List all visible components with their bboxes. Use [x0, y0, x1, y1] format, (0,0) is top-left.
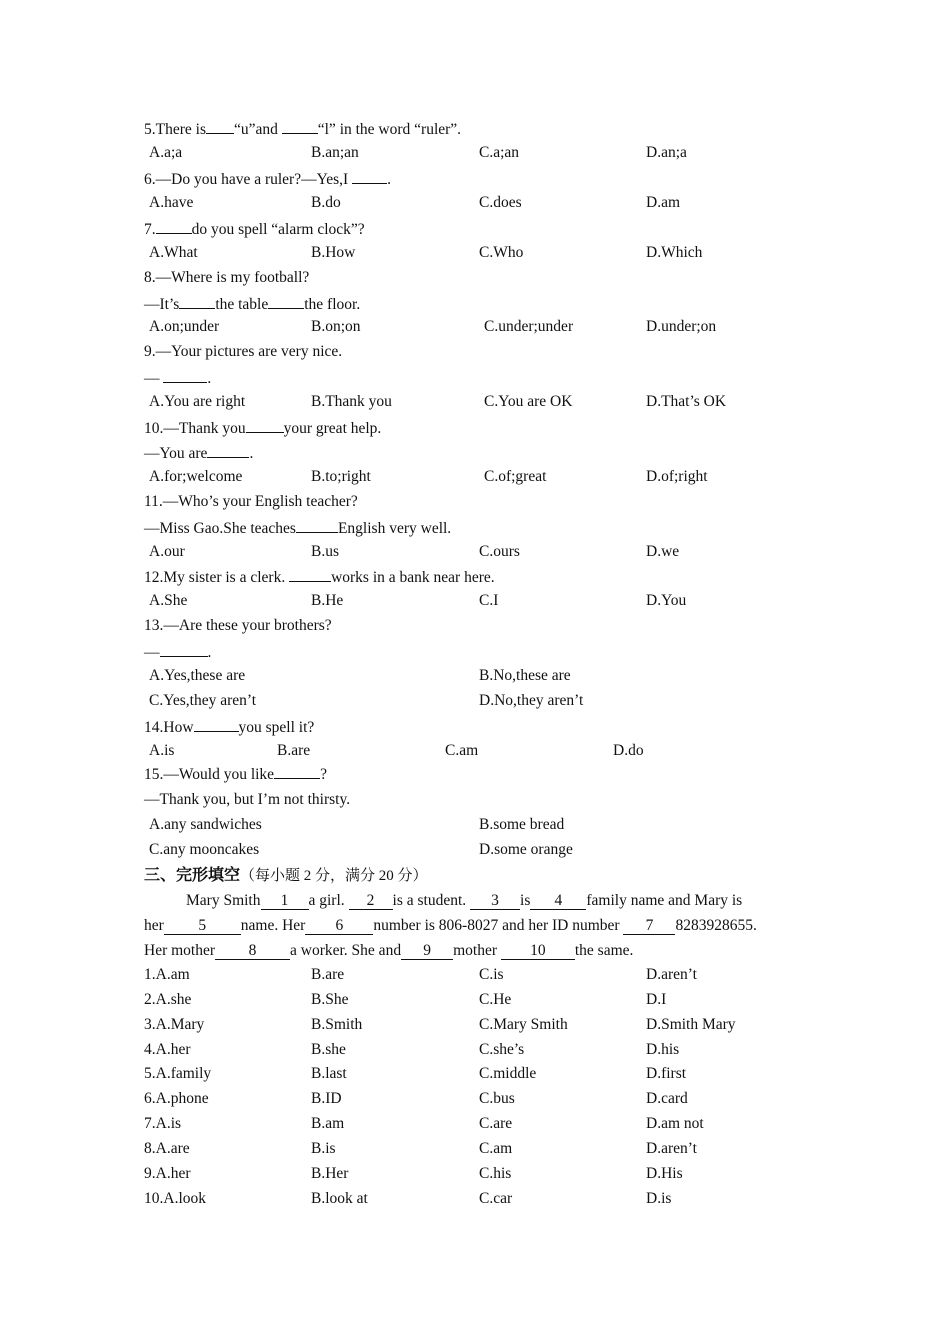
- passage-line-2: her 5 name. Her 6 number is 806-8027 and her ID number 7 8283928655.: [144, 917, 757, 934]
- question-11-answer-line: —Miss Gao.She teaches English very well.: [144, 517, 451, 539]
- cloze-item: 1.A.am B.are C.is D.aren’t: [144, 966, 697, 983]
- question-13-answer-line: — .: [144, 641, 211, 663]
- cloze-item: 9.A.her B.Her C.his D.His: [144, 1164, 683, 1182]
- question-14-options: A.is B.are C.am D.do: [149, 742, 644, 759]
- question-13-options-row-1: A.Yes,these are B.No,these are: [149, 667, 571, 684]
- section-3-heading: [144, 864, 428, 887]
- question-15-answer-line: —Thank you, but I’m not thirsty.: [144, 791, 351, 808]
- question-13-options-row-2: C.Yes,they aren’t D.No,they aren’t: [149, 692, 584, 709]
- question-6-stem: 6.—Do you have a ruler?—Yes,I .: [144, 168, 391, 190]
- question-15-stem: 15.—Would you like ?: [144, 763, 327, 785]
- cloze-item: 3.A.Mary B.Smith C.Mary Smith D.Smith Mary: [144, 1015, 736, 1033]
- question-7-stem: 7. do you spell “alarm clock”?: [144, 218, 365, 240]
- cloze-item: 5.A.family B.last C.middle D.first: [144, 1065, 687, 1083]
- question-11-options: A.our B.us C.ours D.we: [149, 543, 680, 560]
- question-8-stem: 8.—Where is my football?: [144, 269, 310, 286]
- passage-line-3: Her mother 8 a worker. She and 9 mother 10 the same.: [144, 942, 634, 959]
- question-15-options-row-1: A.any sandwiches B.some bread: [149, 816, 565, 833]
- question-15-options-row-2: C.any mooncakes D.some orange: [149, 841, 573, 858]
- cloze-item: 7.A.is B.am C.are D.am not: [144, 1115, 704, 1133]
- cloze-item: 8.A.are B.is C.am D.aren’t: [144, 1139, 697, 1157]
- question-9-options: A.You are right B.Thank you C.You are OK D.That’s OK: [149, 393, 727, 410]
- question-11-stem: 11.—Who’s your English teacher?: [144, 493, 358, 510]
- question-10-stem: 10.—Thank you your great help.: [144, 417, 381, 439]
- cloze-item: 6.A.phone B.ID C.bus D.card: [144, 1090, 688, 1108]
- question-10-options: A.for;welcome B.to;right C.of;great D.of;right: [149, 468, 708, 485]
- question-12-stem: 12.My sister is a clerk. works in a bank near here.: [144, 566, 495, 588]
- question-8-options: A.on;under B.on;on C.under;under D.under;on: [149, 318, 717, 335]
- question-9-stem: 9.—Your pictures are very nice.: [144, 343, 343, 360]
- cloze-item: 4.A.her B.she C.she’s D.his: [144, 1040, 680, 1058]
- question-8-answer-line: —It’s the table the floor.: [144, 293, 360, 315]
- section-3-score-note: （每小题 2 分，满分 20 分）: [240, 868, 428, 884]
- cloze-passage: [144, 888, 824, 963]
- passage-line-1: Mary Smith 1 a girl. 2 is a student. 3 is 4 family name and Mary is: [186, 892, 743, 909]
- question-7-options: A.What B.How C.Who D.Which: [149, 244, 703, 261]
- question-5-stem: 5.There is “u”and “l” in the word “ruler”.: [144, 118, 461, 140]
- question-6-options: A.have B.do C.does D.am: [149, 194, 681, 211]
- cloze-item: 2.A.she B.She C.He D.I: [144, 990, 667, 1008]
- question-9-answer-line: — .: [144, 367, 211, 389]
- question-5-options: A.a;a B.an;an C.a;an D.an;a: [149, 144, 687, 161]
- question-13-stem: 13.—Are these your brothers?: [144, 617, 332, 634]
- question-10-answer-line: —You are .: [144, 442, 253, 464]
- cloze-options: [144, 965, 844, 1213]
- question-14-stem: 14.How you spell it?: [144, 716, 314, 738]
- section-3-title: 三、完形填空: [144, 865, 241, 884]
- question-12-options: A.She B.He C.I D.You: [149, 592, 687, 609]
- cloze-item: 10.A.look B.look at C.car D.is: [144, 1189, 672, 1207]
